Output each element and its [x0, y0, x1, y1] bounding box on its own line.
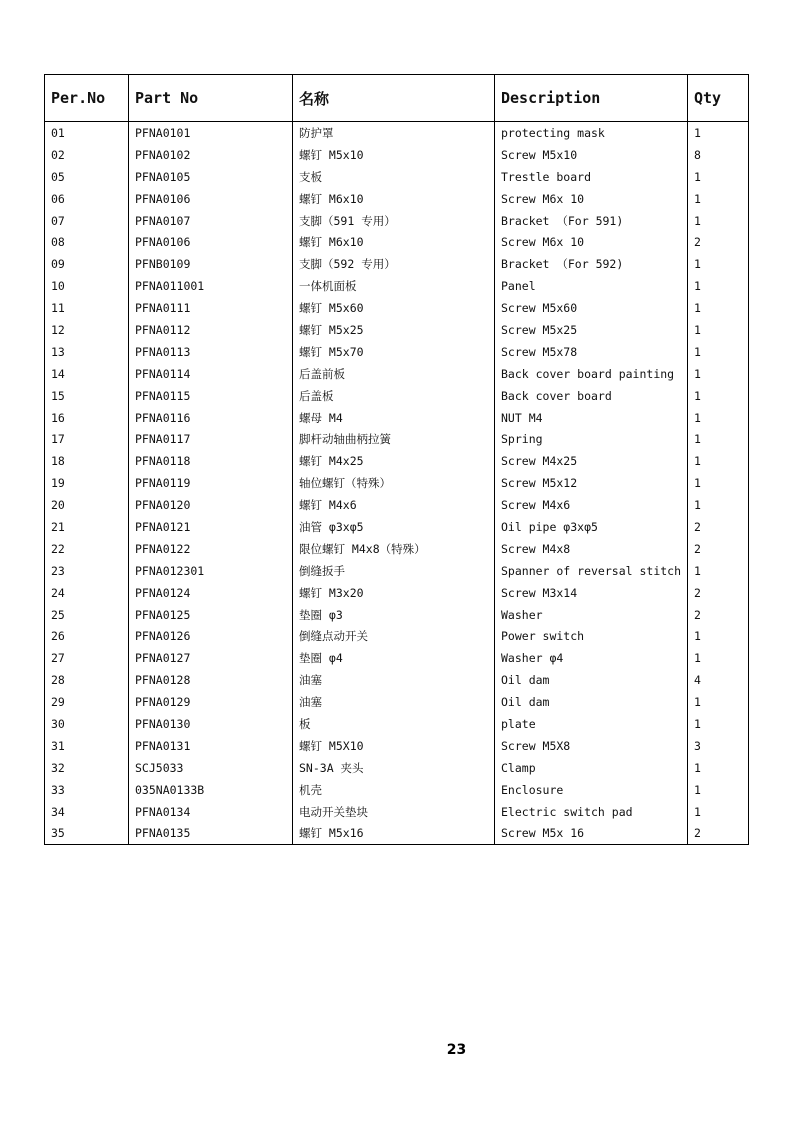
cell-description: Oil pipe φ3xφ5 — [495, 516, 688, 538]
table-row — [45, 363, 749, 385]
cell-qty: 1 — [688, 122, 749, 144]
table-row — [45, 385, 749, 407]
table-row — [45, 691, 749, 713]
cell-qty: 1 — [688, 801, 749, 823]
cell-qty: 1 — [688, 757, 749, 779]
cell-name-cn: 螺钉 M4x6 — [293, 494, 495, 516]
header-part-no: Part No — [129, 75, 293, 122]
cell-description: Bracket （For 592) — [495, 253, 688, 275]
cell-qty: 1 — [688, 407, 749, 429]
cell-description: Electric switch pad — [495, 801, 688, 823]
table-row — [45, 560, 749, 582]
cell-qty: 1 — [688, 210, 749, 232]
cell-description: Screw M5x25 — [495, 319, 688, 341]
table-row — [45, 210, 749, 232]
cell-qty: 1 — [688, 428, 749, 450]
cell-description: Screw M5x10 — [495, 144, 688, 166]
cell-name-cn: 支脚（592 专用） — [293, 253, 495, 275]
cell-description: NUT M4 — [495, 407, 688, 429]
header-per-no: Per.No — [45, 75, 129, 122]
cell-description: Screw M5X8 — [495, 735, 688, 757]
cell-name-cn: 油塞 — [293, 691, 495, 713]
cell-name-cn: 螺钉 M3x20 — [293, 582, 495, 604]
cell-per-no: 06 — [45, 188, 129, 210]
cell-part-no: PFNA0102 — [129, 144, 293, 166]
cell-part-no: 035NA0133B — [129, 779, 293, 801]
cell-qty: 1 — [688, 450, 749, 472]
cell-qty: 1 — [688, 779, 749, 801]
cell-part-no: PFNA0119 — [129, 472, 293, 494]
cell-qty: 1 — [688, 647, 749, 669]
cell-part-no: PFNB0109 — [129, 253, 293, 275]
cell-name-cn: 油塞 — [293, 669, 495, 691]
cell-name-cn: 轴位螺钉（特殊） — [293, 472, 495, 494]
cell-part-no: PFNA0130 — [129, 713, 293, 735]
cell-part-no: PFNA0125 — [129, 604, 293, 626]
cell-part-no: PFNA0114 — [129, 363, 293, 385]
cell-description: Spanner of reversal stitch — [495, 560, 688, 582]
table-row — [45, 341, 749, 363]
header-description: Description — [495, 75, 688, 122]
table-row — [45, 779, 749, 801]
cell-description: Power switch — [495, 625, 688, 647]
table-row — [45, 253, 749, 275]
cell-per-no: 33 — [45, 779, 129, 801]
table-row — [45, 538, 749, 560]
cell-per-no: 14 — [45, 363, 129, 385]
cell-name-cn: 螺钉 M6x10 — [293, 188, 495, 210]
table-row — [45, 647, 749, 669]
cell-per-no: 11 — [45, 297, 129, 319]
cell-per-no: 22 — [45, 538, 129, 560]
cell-qty: 3 — [688, 735, 749, 757]
cell-name-cn: 螺母 M4 — [293, 407, 495, 429]
cell-description: Screw M6x 10 — [495, 231, 688, 253]
cell-per-no: 10 — [45, 275, 129, 297]
cell-qty: 1 — [688, 319, 749, 341]
cell-name-cn: 支脚（591 专用） — [293, 210, 495, 232]
table-row — [45, 801, 749, 823]
cell-part-no: PFNA0134 — [129, 801, 293, 823]
cell-per-no: 01 — [45, 122, 129, 144]
cell-description: plate — [495, 713, 688, 735]
table-row — [45, 319, 749, 341]
cell-part-no: PFNA0101 — [129, 122, 293, 144]
cell-part-no: PFNA0117 — [129, 428, 293, 450]
table-row — [45, 625, 749, 647]
cell-name-cn: 油管 φ3xφ5 — [293, 516, 495, 538]
cell-description: Screw M4x8 — [495, 538, 688, 560]
cell-description: Washer φ4 — [495, 647, 688, 669]
cell-part-no: PFNA012301 — [129, 560, 293, 582]
cell-qty: 2 — [688, 823, 749, 845]
cell-per-no: 08 — [45, 231, 129, 253]
cell-name-cn: 倒缝点动开关 — [293, 625, 495, 647]
table-row — [45, 428, 749, 450]
cell-description: Oil dam — [495, 691, 688, 713]
header-row — [45, 75, 749, 122]
cell-per-no: 12 — [45, 319, 129, 341]
cell-name-cn: 螺钉 M5x16 — [293, 823, 495, 845]
cell-qty: 1 — [688, 275, 749, 297]
cell-per-no: 13 — [45, 341, 129, 363]
cell-description: Back cover board painting — [495, 363, 688, 385]
cell-part-no: PFNA0115 — [129, 385, 293, 407]
cell-qty: 1 — [688, 691, 749, 713]
parts-table — [44, 74, 749, 845]
cell-part-no: PFNA0118 — [129, 450, 293, 472]
cell-part-no: PFNA0122 — [129, 538, 293, 560]
cell-part-no: PFNA0131 — [129, 735, 293, 757]
cell-description: Screw M6x 10 — [495, 188, 688, 210]
table-row — [45, 166, 749, 188]
cell-name-cn: 脚杆动轴曲柄拉簧 — [293, 428, 495, 450]
cell-name-cn: 螺钉 M6x10 — [293, 231, 495, 253]
cell-part-no: PFNA0124 — [129, 582, 293, 604]
cell-qty: 2 — [688, 582, 749, 604]
cell-qty: 1 — [688, 472, 749, 494]
cell-description: Screw M4x25 — [495, 450, 688, 472]
cell-qty: 2 — [688, 516, 749, 538]
table-row — [45, 122, 749, 144]
cell-per-no: 29 — [45, 691, 129, 713]
cell-per-no: 20 — [45, 494, 129, 516]
cell-per-no: 23 — [45, 560, 129, 582]
cell-description: Oil dam — [495, 669, 688, 691]
cell-name-cn: SN-3A 夹头 — [293, 757, 495, 779]
cell-name-cn: 电动开关垫块 — [293, 801, 495, 823]
header-name-cn: 名称 — [293, 75, 495, 122]
cell-description: Screw M5x 16 — [495, 823, 688, 845]
cell-per-no: 30 — [45, 713, 129, 735]
cell-qty: 8 — [688, 144, 749, 166]
table-row — [45, 582, 749, 604]
cell-per-no: 26 — [45, 625, 129, 647]
cell-qty: 1 — [688, 385, 749, 407]
cell-part-no: PFNA0111 — [129, 297, 293, 319]
cell-part-no: PFNA0127 — [129, 647, 293, 669]
cell-part-no: PFNA0105 — [129, 166, 293, 188]
cell-qty: 1 — [688, 494, 749, 516]
cell-part-no: PFNA0112 — [129, 319, 293, 341]
cell-name-cn: 板 — [293, 713, 495, 735]
cell-name-cn: 螺钉 M5x70 — [293, 341, 495, 363]
table-body — [45, 122, 749, 845]
cell-per-no: 02 — [45, 144, 129, 166]
cell-part-no: PFNA0120 — [129, 494, 293, 516]
cell-name-cn: 一体机面板 — [293, 275, 495, 297]
cell-per-no: 18 — [45, 450, 129, 472]
cell-part-no: SCJ5033 — [129, 757, 293, 779]
table-row — [45, 297, 749, 319]
table-row — [45, 144, 749, 166]
cell-per-no: 15 — [45, 385, 129, 407]
cell-per-no: 28 — [45, 669, 129, 691]
cell-name-cn: 垫圈 φ4 — [293, 647, 495, 669]
cell-per-no: 09 — [45, 253, 129, 275]
cell-name-cn: 螺钉 M4x25 — [293, 450, 495, 472]
cell-name-cn: 支板 — [293, 166, 495, 188]
cell-qty: 2 — [688, 538, 749, 560]
table-row — [45, 604, 749, 626]
table-row — [45, 472, 749, 494]
cell-qty: 1 — [688, 297, 749, 319]
cell-qty: 1 — [688, 253, 749, 275]
cell-per-no: 27 — [45, 647, 129, 669]
cell-name-cn: 限位螺钉 M4x8（特殊） — [293, 538, 495, 560]
cell-description: protecting mask — [495, 122, 688, 144]
cell-per-no: 32 — [45, 757, 129, 779]
cell-qty: 2 — [688, 604, 749, 626]
cell-name-cn: 机壳 — [293, 779, 495, 801]
cell-description: Screw M4x6 — [495, 494, 688, 516]
cell-part-no: PFNA0129 — [129, 691, 293, 713]
cell-per-no: 35 — [45, 823, 129, 845]
table-row — [45, 516, 749, 538]
cell-part-no: PFNA0113 — [129, 341, 293, 363]
cell-part-no: PFNA0135 — [129, 823, 293, 845]
cell-qty: 4 — [688, 669, 749, 691]
table-row — [45, 823, 749, 845]
table-row — [45, 407, 749, 429]
table-row — [45, 275, 749, 297]
cell-qty: 1 — [688, 188, 749, 210]
cell-description: Panel — [495, 275, 688, 297]
cell-part-no: PFNA0106 — [129, 188, 293, 210]
cell-name-cn: 后盖前板 — [293, 363, 495, 385]
cell-description: Trestle board — [495, 166, 688, 188]
cell-part-no: PFNA0116 — [129, 407, 293, 429]
table-row — [45, 450, 749, 472]
cell-qty: 1 — [688, 363, 749, 385]
cell-description: Clamp — [495, 757, 688, 779]
page-number: 23 — [446, 1042, 467, 1058]
table-row — [45, 669, 749, 691]
cell-per-no: 05 — [45, 166, 129, 188]
cell-per-no: 34 — [45, 801, 129, 823]
cell-part-no: PFNA011001 — [129, 275, 293, 297]
cell-qty: 1 — [688, 625, 749, 647]
cell-description: Enclosure — [495, 779, 688, 801]
cell-qty: 1 — [688, 166, 749, 188]
cell-per-no: 25 — [45, 604, 129, 626]
cell-qty: 2 — [688, 231, 749, 253]
cell-per-no: 31 — [45, 735, 129, 757]
cell-per-no: 19 — [45, 472, 129, 494]
cell-part-no: PFNA0121 — [129, 516, 293, 538]
table-row — [45, 713, 749, 735]
cell-description: Washer — [495, 604, 688, 626]
cell-name-cn: 螺钉 M5X10 — [293, 735, 495, 757]
cell-description: Spring — [495, 428, 688, 450]
cell-description: Screw M3x14 — [495, 582, 688, 604]
cell-per-no: 24 — [45, 582, 129, 604]
cell-part-no: PFNA0106 — [129, 231, 293, 253]
cell-description: Screw M5x60 — [495, 297, 688, 319]
cell-qty: 1 — [688, 560, 749, 582]
cell-description: Screw M5x78 — [495, 341, 688, 363]
cell-qty: 1 — [688, 713, 749, 735]
cell-per-no: 17 — [45, 428, 129, 450]
cell-name-cn: 螺钉 M5x10 — [293, 144, 495, 166]
table-header — [45, 75, 749, 122]
cell-qty: 1 — [688, 341, 749, 363]
table-row — [45, 735, 749, 757]
table-row — [45, 494, 749, 516]
cell-name-cn: 后盖板 — [293, 385, 495, 407]
cell-description: Bracket （For 591) — [495, 210, 688, 232]
cell-name-cn: 螺钉 M5x60 — [293, 297, 495, 319]
cell-description: Screw M5x12 — [495, 472, 688, 494]
cell-name-cn: 防护罩 — [293, 122, 495, 144]
cell-per-no: 21 — [45, 516, 129, 538]
cell-per-no: 07 — [45, 210, 129, 232]
cell-description: Back cover board — [495, 385, 688, 407]
cell-name-cn: 螺钉 M5x25 — [293, 319, 495, 341]
cell-name-cn: 垫圈 φ3 — [293, 604, 495, 626]
header-qty: Qty — [688, 75, 749, 122]
cell-part-no: PFNA0126 — [129, 625, 293, 647]
cell-part-no: PFNA0107 — [129, 210, 293, 232]
table-row — [45, 231, 749, 253]
cell-per-no: 16 — [45, 407, 129, 429]
cell-name-cn: 倒缝扳手 — [293, 560, 495, 582]
table-row — [45, 188, 749, 210]
table-row — [45, 757, 749, 779]
cell-part-no: PFNA0128 — [129, 669, 293, 691]
